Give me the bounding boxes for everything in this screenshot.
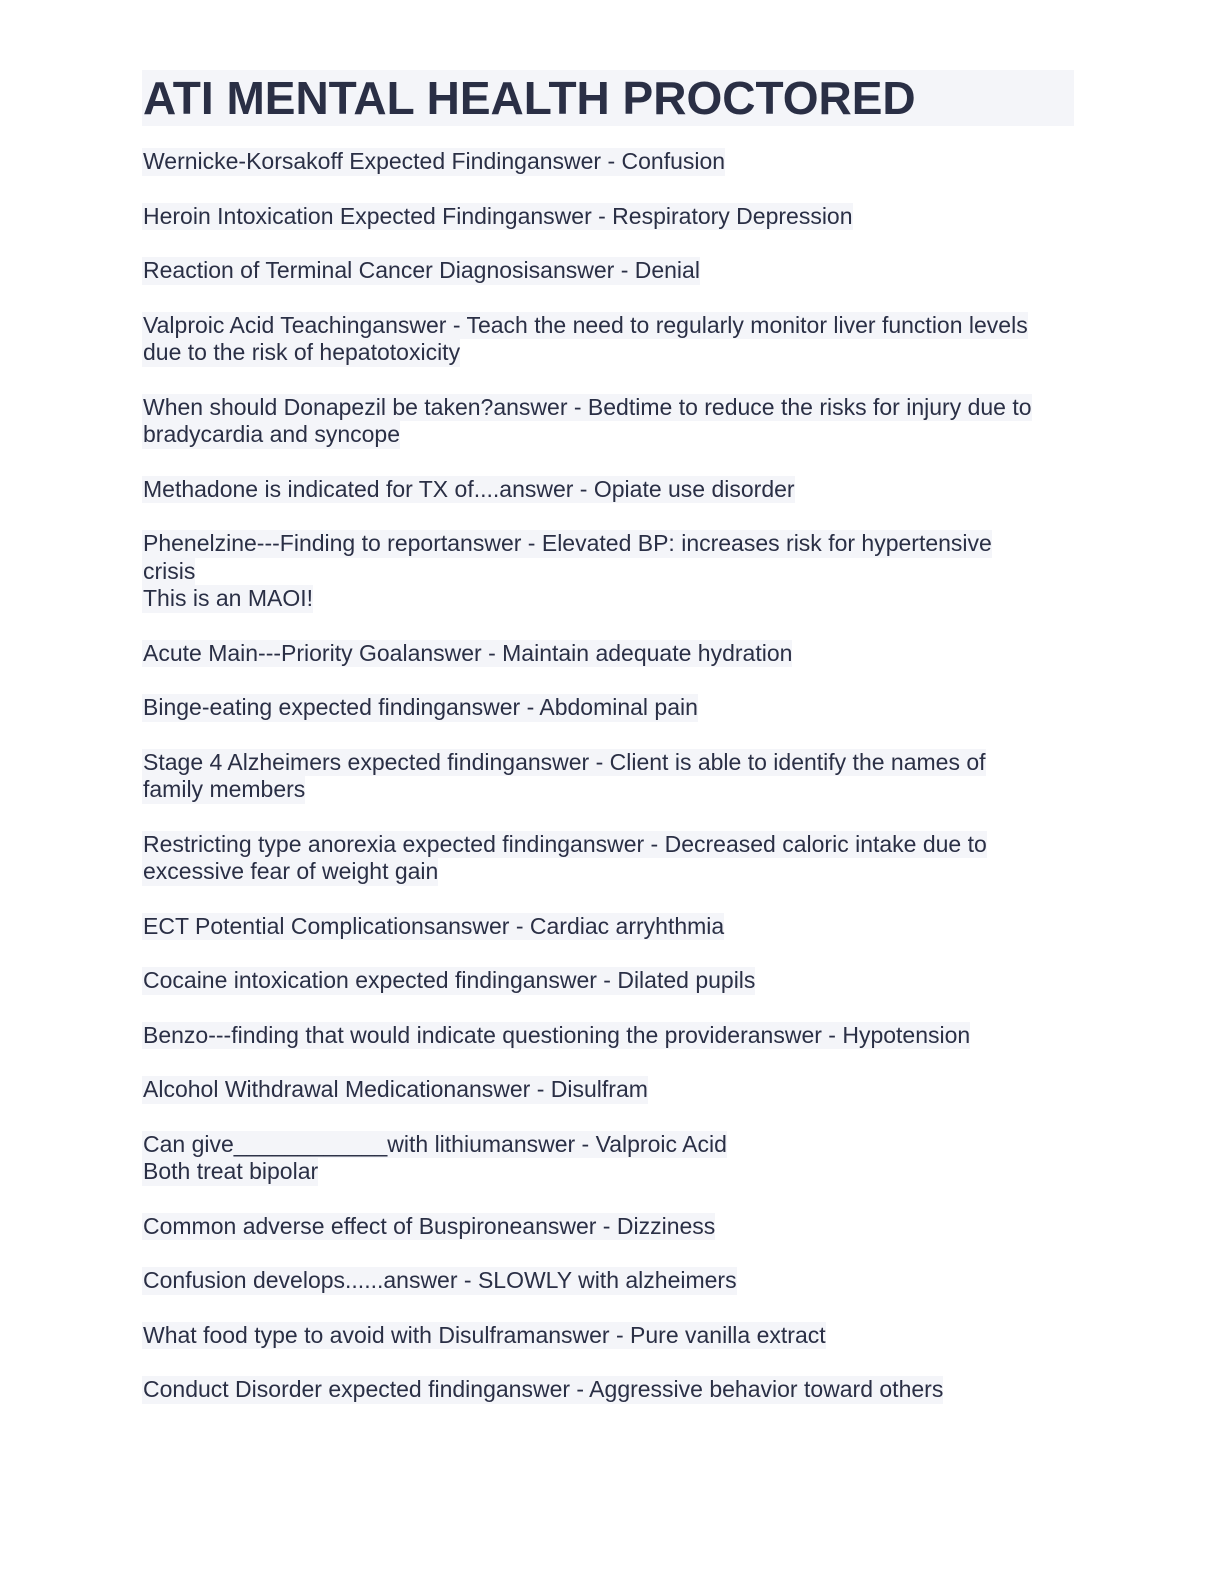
qa-line: Reaction of Terminal Cancer Diagnosisanswer - Denial [143, 257, 700, 283]
qa-line: Benzo---finding that would indicate questioning the provideranswer - Hypotension [143, 1021, 971, 1048]
qa-line: Cocaine intoxication expected findinganswer - Dilated pupils [143, 967, 756, 993]
qa-line: family members [143, 776, 306, 802]
qa-line: excessive fear of weight gain [143, 858, 439, 884]
qa-item [142, 530, 1074, 613]
document-page [142, 70, 1074, 1431]
qa-line: bradycardia and syncope [143, 421, 400, 447]
qa-line: Can give____________with lithiumanswer - Valproic Acid [143, 1130, 727, 1157]
qa-item [142, 694, 1074, 722]
qa-line: Stage 4 Alzheimers expected findinganswer - Client is able to identify the names of [143, 748, 986, 775]
qa-item [142, 1213, 1074, 1241]
qa-line: Confusion develops......answer - SLOWLY with alzheimers [143, 1267, 737, 1293]
qa-item [142, 831, 1074, 886]
qa-item [142, 203, 1074, 231]
qa-line: Wernicke-Korsakoff Expected Findinganswer - Confusion [143, 148, 726, 174]
qa-line: Conduct Disorder expected findinganswer - Aggressive behavior toward others [143, 1376, 944, 1402]
qa-list [142, 148, 1074, 1404]
qa-line: Binge-eating expected findinganswer - Abdominal pain [143, 694, 698, 720]
qa-line: This is an MAOI! [143, 585, 313, 611]
qa-item [142, 1022, 1074, 1050]
qa-line: When should Donapezil be taken?answer - Bedtime to reduce the risks for injury due to [143, 393, 1032, 420]
qa-line: Methadone is indicated for TX of....answer - Opiate use disorder [143, 475, 795, 502]
qa-line: ECT Potential Complicationsanswer - Cardiac arryhthmia [143, 912, 725, 939]
qa-line: What food type to avoid with Disulframanswer - Pure vanilla extract [143, 1321, 826, 1348]
qa-item [142, 1267, 1074, 1295]
qa-line: Valproic Acid Teachinganswer - Teach the need to regularly monitor liver function levels [143, 311, 1028, 338]
qa-item [142, 640, 1074, 668]
document-title: ATI MENTAL HEALTH PROCTORED [142, 70, 1074, 126]
qa-line: Alcohol Withdrawal Medicationanswer - Disulfram [143, 1076, 648, 1102]
qa-item [142, 749, 1074, 804]
qa-line: due to the risk of hepatotoxicity [143, 339, 461, 365]
qa-item [142, 1376, 1074, 1404]
qa-line: Restricting type anorexia expected findinganswer - Decreased caloric intake due to [143, 830, 987, 857]
qa-item [142, 394, 1074, 449]
qa-item [142, 312, 1074, 367]
qa-line: Heroin Intoxication Expected Findinganswer - Respiratory Depression [143, 202, 853, 229]
qa-item [142, 1076, 1074, 1104]
qa-line: Common adverse effect of Buspironeanswer - Dizziness [143, 1212, 716, 1239]
qa-item [142, 1322, 1074, 1350]
qa-item [142, 476, 1074, 504]
qa-item [142, 148, 1074, 176]
qa-line: Both treat bipolar [143, 1158, 319, 1184]
qa-line: crisis [143, 557, 196, 584]
qa-item [142, 257, 1074, 285]
qa-item [142, 967, 1074, 995]
qa-item [142, 913, 1074, 941]
qa-line: Acute Main---Priority Goalanswer - Maintain adequate hydration [143, 639, 793, 666]
qa-item [142, 1131, 1074, 1186]
qa-line: Phenelzine---Finding to reportanswer - Elevated BP: increases risk for hypertensive [143, 530, 992, 556]
